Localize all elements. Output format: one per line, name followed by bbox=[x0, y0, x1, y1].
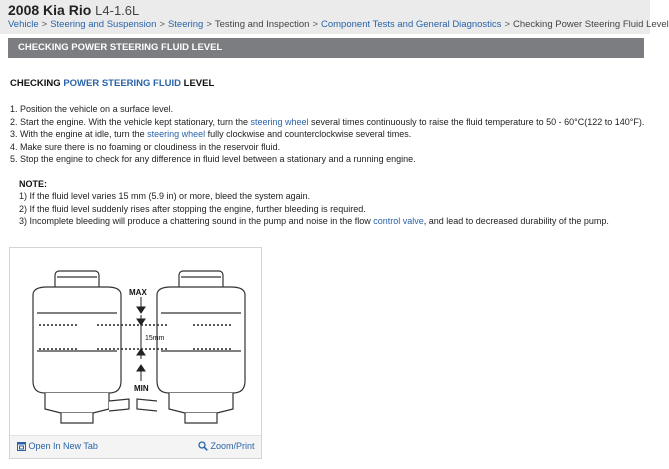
step-2-text-a: 2. Start the engine. With the vehicle kept stationary, turn the bbox=[10, 116, 251, 127]
breadcrumb-component-tests[interactable]: Component Tests and General Diagnostics bbox=[321, 19, 502, 30]
max-label: MAX bbox=[129, 288, 147, 297]
heading-suffix: LEVEL bbox=[181, 78, 215, 89]
chevron-right-icon: > bbox=[312, 19, 318, 30]
breadcrumb-testing: Testing and Inspection bbox=[214, 19, 310, 30]
breadcrumb-steering-suspension[interactable]: Steering and Suspension bbox=[50, 19, 157, 30]
step-3-text-b: fully clockwise and counterclockwise several times. bbox=[205, 129, 412, 139]
zoom-print-label: Zoom/Print bbox=[210, 441, 255, 451]
breadcrumb-steering[interactable]: Steering bbox=[167, 19, 204, 30]
zoom-print-button[interactable] bbox=[198, 441, 255, 451]
top-bar bbox=[0, 0, 669, 34]
note-3-text-a: 3) Incomplete bleeding will produce a chattering sound in the pump and noise in the flow bbox=[19, 216, 374, 226]
external-tab-icon bbox=[17, 442, 26, 451]
open-new-tab-label: Open In New Tab bbox=[28, 441, 98, 451]
heading-prefix: CHECKING bbox=[10, 78, 64, 89]
steering-wheel-link[interactable]: steering wheel bbox=[147, 129, 206, 139]
chevron-right-icon: > bbox=[504, 19, 510, 30]
breadcrumb-current: Checking Power Steering Fluid Level bbox=[513, 19, 669, 30]
note-3-text-b: , and lead to decreased durability of the pump. bbox=[423, 216, 609, 226]
content-heading bbox=[10, 78, 214, 89]
breadcrumb-vehicle[interactable]: Vehicle bbox=[8, 19, 39, 30]
magnifier-icon bbox=[198, 441, 208, 451]
step-1: 1. Position the vehicle on a surface level. bbox=[10, 104, 174, 114]
step-3 bbox=[10, 128, 644, 141]
chevron-right-icon: > bbox=[41, 19, 48, 30]
heading-link[interactable]: POWER STEERING FLUID bbox=[63, 78, 182, 89]
section-header-label: CHECKING POWER STEERING FLUID LEVEL bbox=[18, 42, 223, 53]
step-3-text-a: 3. With the engine at idle, turn the bbox=[10, 129, 148, 139]
figure-card bbox=[9, 247, 262, 459]
reservoir-diagram-svg bbox=[17, 253, 255, 429]
chevron-right-icon: > bbox=[159, 19, 165, 30]
page-title bbox=[8, 2, 139, 18]
step-2 bbox=[10, 116, 644, 129]
step-5: 5. Stop the engine to check for any difference in fluid level between a stationary and a running engine. bbox=[10, 154, 416, 164]
note-title: NOTE: bbox=[19, 179, 47, 189]
dimension-label: 15mm bbox=[145, 335, 165, 342]
step-2-text-b: several times continuously to raise the fluid temperature to 50 - 60°C(122 to 140°F). bbox=[308, 116, 645, 127]
figure-footer bbox=[10, 435, 261, 458]
note-3 bbox=[19, 215, 609, 228]
step-4: 4. Make sure there is no foaming or cloudiness in the reservoir fluid. bbox=[10, 141, 281, 152]
chevron-right-icon: > bbox=[206, 19, 212, 30]
reservoir-diagram bbox=[17, 253, 255, 429]
min-label: MIN bbox=[134, 384, 149, 393]
procedure-steps bbox=[10, 103, 644, 166]
steering-wheel-link[interactable]: steering wheel bbox=[250, 116, 309, 127]
breadcrumb bbox=[8, 19, 669, 30]
section-header bbox=[8, 38, 644, 58]
open-new-tab-button[interactable] bbox=[17, 441, 98, 451]
control-valve-link[interactable]: control valve bbox=[373, 216, 424, 226]
note-2: 2) If the fluid level suddenly rises after stopping the engine, further bleeding is required. bbox=[19, 203, 366, 214]
vehicle-make: 2008 Kia Rio bbox=[8, 2, 92, 18]
notes-list bbox=[19, 190, 609, 228]
note-1: 1) If the fluid level varies 15 mm (5.9 in) or more, bleed the system again. bbox=[19, 191, 311, 201]
vehicle-engine: L4-1.6L bbox=[95, 3, 140, 18]
